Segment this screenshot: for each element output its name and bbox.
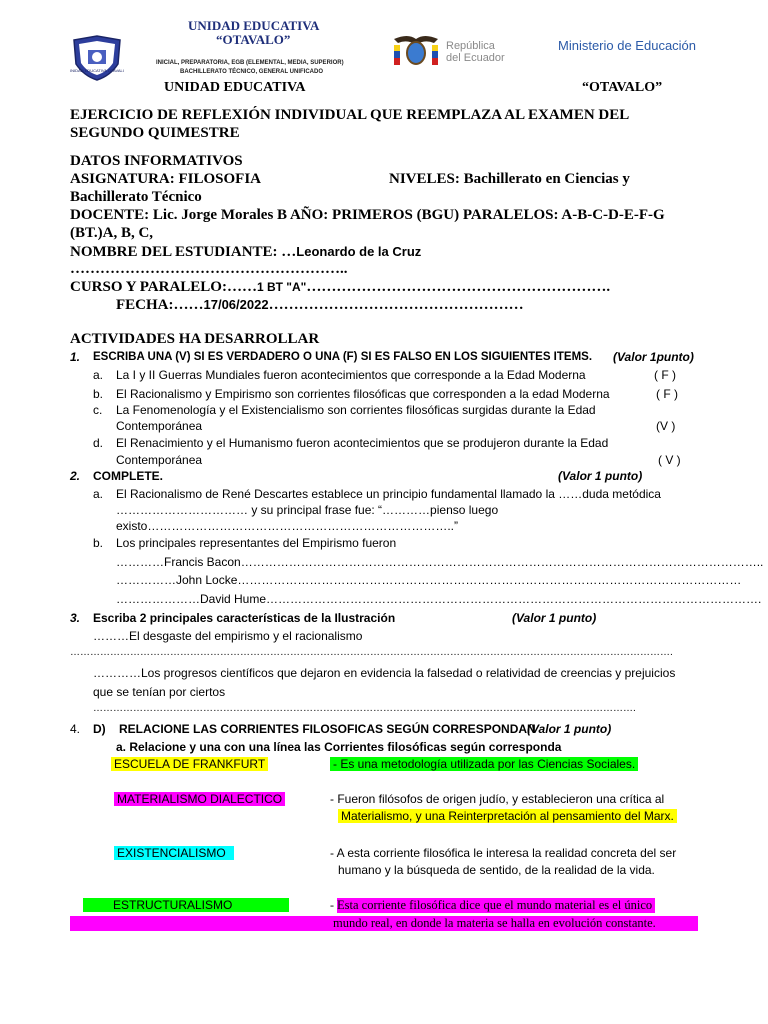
q1-item-a-answer[interactable]: ( F ) bbox=[654, 368, 676, 382]
q1-item-a-text: La I y II Guerras Mundiales fueron acontecimientos que corresponde a la Edad Moderna bbox=[116, 368, 586, 382]
term-materialismo-dialectico[interactable]: MATERIALISMO DIALECTICO bbox=[114, 792, 285, 806]
docente: DOCENTE: Lic. Jorge Morales B AÑO: PRIMEROS (BGU) PARALELOS: A-B-C-D-E-F-G bbox=[70, 207, 665, 223]
datos-heading: DATOS INFORMATIVOS bbox=[70, 153, 243, 169]
q2-number: 2. bbox=[70, 469, 81, 483]
school-levels: INICIAL, PREPARATORIA, EGB (ELEMENTAL, MEDIA, SUPERIOR) bbox=[156, 60, 344, 66]
asignatura: ASIGNATURA: FILOSOFIA bbox=[70, 171, 261, 187]
q3-dots-1: ………………………………………………………………………………………………………………………………………………………………. bbox=[70, 647, 673, 658]
curso-row bbox=[70, 278, 610, 296]
q3-text: Escriba 2 principales características de la Ilustración bbox=[93, 611, 396, 625]
ministerio-label: Ministerio de Educación bbox=[558, 38, 697, 53]
svg-text:UNIDAD EDUCATIVA OTAVALO: UNIDAD EDUCATIVA OTAVALO bbox=[70, 68, 124, 73]
q3-value: (Valor 1 punto) bbox=[512, 611, 597, 625]
curso-label: CURSO Y PARALELO:…… bbox=[70, 279, 257, 295]
definition-filosofos-judios[interactable]: - Fueron filósofos de origen judío, y establecieron una crítica al bbox=[330, 792, 665, 806]
q1-item-d-text: El Renacimiento y el Humanismo fueron acontecimientos que se produjeron durante la Edad bbox=[116, 436, 609, 450]
docente-cont: (BT.)A, B, C, bbox=[70, 225, 154, 241]
curso-dots: ……………………………………………………. bbox=[306, 279, 611, 295]
q1-item-b-text: El Racionalismo y Empirismo son corrientes filosóficas que corresponden a la edad Moderna bbox=[116, 387, 610, 401]
school-crest bbox=[70, 34, 124, 82]
q1-item-c-text: La Fenomenología y el Existencialismo son corrientes filosóficas surgidas durante la Edad bbox=[116, 403, 596, 417]
q4-text: RELACIONE LAS CORRIENTES FILOSOFICAS SEGÚN CORRESPONDAN bbox=[119, 722, 536, 736]
q2-a-letter: a. bbox=[93, 487, 104, 501]
definition-mundo-material-cont[interactable]: mundo real, en donde la materia se halla en evolución constante. bbox=[333, 916, 656, 930]
q1-item-d-text-cont: Contemporánea bbox=[116, 453, 203, 467]
republica-line2: del Ecuador bbox=[446, 52, 505, 64]
q4-sub: a. Relacione y una con una línea las Corrientes filosóficas según corresponda bbox=[116, 740, 562, 754]
school-name-otavalo: “OTAVALO” bbox=[216, 32, 291, 47]
q3-number: 3. bbox=[70, 611, 81, 625]
q2-text: COMPLETE. bbox=[93, 469, 164, 483]
activities-heading: ACTIVIDADES HA DESARROLLAR bbox=[70, 331, 320, 347]
q2-b-item-3[interactable]: …………………David Hume……………………………………………………………………………………………………………. bbox=[116, 592, 762, 606]
nombre-row bbox=[70, 243, 421, 261]
q1-text: ESCRIBA UNA (V) SI ES VERDADERO O UNA (F) SI ES FALSO EN LOS SIGUIENTES ITEMS. bbox=[93, 351, 593, 363]
q2-a-line3[interactable]: existo…………………………………………………………………..” bbox=[116, 519, 459, 533]
nombre-dots: ……………………………………………….. bbox=[70, 261, 348, 277]
definition-mundo-material[interactable]: Esta corriente filosófica dice que el mundo material es el único bbox=[337, 898, 655, 913]
q4-value: (Valor 1 punto) bbox=[527, 722, 612, 736]
definition-metodologia[interactable]: - Es una metodología utilizada por las Ciencias Sociales. bbox=[330, 757, 638, 771]
q1-item-c-text-cont: Contemporánea bbox=[116, 419, 203, 433]
q4-number: 4. bbox=[70, 722, 81, 736]
q2-value: (Valor 1 punto) bbox=[558, 469, 643, 483]
definition-realidad-concreta-cont[interactable]: humano y la búsqueda de sentido, de la realidad de la vida. bbox=[338, 863, 655, 877]
fecha-row bbox=[116, 296, 524, 314]
q1-item-a-letter: a. bbox=[93, 368, 104, 382]
q1-item-d-letter: d. bbox=[93, 436, 104, 450]
definition-filosofos-judios-cont[interactable]: Materialismo, y una Reinterpretación al pensamiento del Marx. bbox=[338, 809, 677, 823]
nombre-value[interactable]: Leonardo de la Cruz bbox=[296, 244, 422, 259]
q2-a-line1[interactable]: El Racionalismo de René Descartes establece un principio fundamental llamado la ……duda metódica bbox=[116, 487, 661, 501]
curso-value[interactable]: 1 BT "A" bbox=[256, 280, 307, 294]
term-escuela-frankfurt[interactable]: ESCUELA DE FRANKFURT bbox=[111, 757, 268, 771]
fecha-label: FECHA:…… bbox=[116, 297, 204, 313]
q2-b-line1: Los principales representantes del Empirismo fueron bbox=[116, 536, 397, 550]
q2-b-item-2[interactable]: ……………John Locke……………………………………………………………………………………………………………… bbox=[116, 573, 742, 587]
niveles-cont: Bachillerato Técnico bbox=[70, 189, 202, 205]
fecha-value[interactable]: 17/06/2022 bbox=[203, 297, 269, 312]
q1-item-c-letter: c. bbox=[93, 403, 103, 417]
q1-value: (Valor 1punto) bbox=[613, 350, 694, 364]
unidad-educativa: UNIDAD EDUCATIVA bbox=[164, 80, 306, 95]
q2-a-line2[interactable]: …………………………… y su principal frase fue: “…………pienso luego bbox=[116, 503, 499, 517]
q1-item-c-answer[interactable]: (V ) bbox=[656, 419, 676, 433]
q2-b-item-1[interactable]: …………Francis Bacon………………………………………………………………………………………………………………….. bbox=[116, 555, 764, 569]
q3-answer-2-line1[interactable]: …………Los progresos científicos que dejaron en evidencia la falsedad o relatividad de creencias y prejuicios bbox=[93, 666, 676, 680]
q3-dots-2: ………………………………………………………………………………………………………………………………………………. bbox=[93, 703, 636, 714]
q1-item-b-letter: b. bbox=[93, 387, 104, 401]
exam-title-line2: SEGUNDO QUIMESTRE bbox=[70, 125, 240, 141]
q1-item-b-answer[interactable]: ( F ) bbox=[656, 387, 678, 401]
nombre-label: NOMBRE DEL ESTUDIANTE: … bbox=[70, 244, 297, 260]
q3-answer-1[interactable]: ………El desgaste del empirismo y el racionalismo bbox=[93, 629, 363, 643]
school-name: UNIDAD EDUCATIVA bbox=[188, 18, 320, 33]
otavalo-right: “OTAVALO” bbox=[582, 80, 663, 95]
definition-dash: - bbox=[330, 898, 334, 912]
school-bachillerato: BACHILLERATO TÉCNICO, GENERAL UNIFICADO bbox=[180, 69, 324, 75]
ecuador-coat-of-arms-icon bbox=[388, 33, 444, 69]
republica-line1: República bbox=[446, 40, 495, 52]
q2-b-letter: b. bbox=[93, 536, 104, 550]
fecha-dots: …………………………………………… bbox=[268, 297, 524, 313]
q4-letter: D) bbox=[93, 722, 106, 736]
definition-realidad-concreta[interactable]: - A esta corriente filosófica le interesa la realidad concreta del ser bbox=[330, 846, 677, 860]
q1-number: 1. bbox=[70, 350, 81, 364]
niveles: NIVELES: Bachillerato en Ciencias y bbox=[389, 171, 630, 187]
q1-item-d-answer[interactable]: ( V ) bbox=[658, 453, 681, 467]
term-existencialismo[interactable]: EXISTENCIALISMO bbox=[114, 846, 234, 860]
exam-title-line1: EJERCICIO DE REFLEXIÓN INDIVIDUAL QUE REEMPLAZA AL EXAMEN DEL bbox=[70, 107, 630, 123]
term-estructuralismo[interactable]: ESTRUCTURALISMO bbox=[83, 898, 289, 912]
q3-answer-2-line2[interactable]: que se tenían por ciertos bbox=[93, 685, 226, 699]
